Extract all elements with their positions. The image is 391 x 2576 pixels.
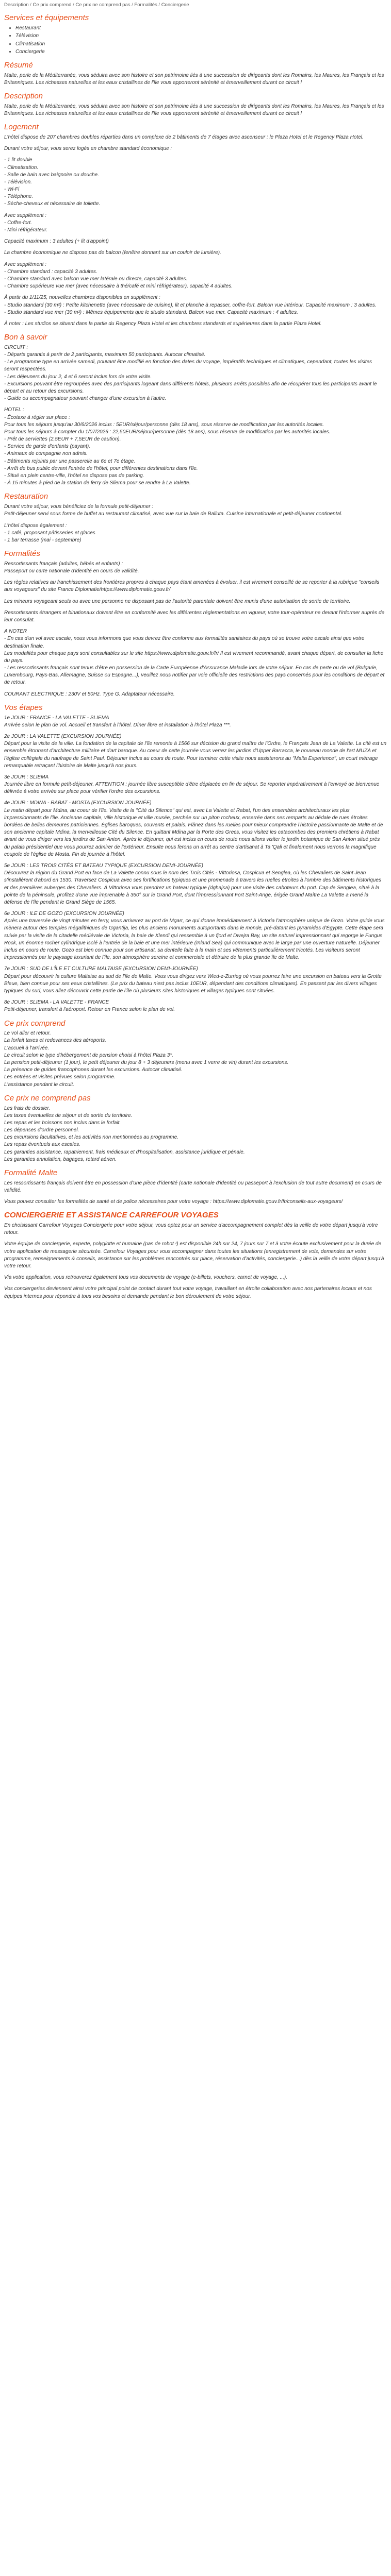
room-feature: - 1 lit double bbox=[4, 157, 32, 163]
logement-rooms-intro: Durant votre séjour, vous serez logés en chambre standard économique : bbox=[4, 146, 172, 152]
services-heading: Services et équipements bbox=[4, 13, 89, 23]
service-item: • Climatisation bbox=[15, 41, 387, 48]
new-room-item: - Studio standard (30 m²) : Petite kitchenette (avec nécessaire de cuisine), lit et planche à repasser, coffre-fort. Balcon vue intérieur. Capacité maximum : 3 adultes. bbox=[4, 302, 377, 308]
hotel-item: Pour tous les séjours jusqu'au 30/6/2026 inclus : 5EUR/séjour/personne (dès 18 ans), sous réserve de modification par les autorités locales. bbox=[4, 421, 324, 428]
supplement-intro: Avec supplément : bbox=[4, 212, 47, 218]
breadcrumb-item[interactable]: Description bbox=[4, 2, 29, 8]
new-rooms-intro: À partir du 1/11/25, nouvelles chambres disponibles en supplément : bbox=[4, 295, 160, 301]
breadcrumb: Description / Ce prix comprend / Ce prix ne comprend pas / Formalités / Conciergerie bbox=[4, 2, 189, 8]
day-title: 3e JOUR : SLIEMA bbox=[4, 774, 49, 780]
formalite-malte-heading: Formalité Malte bbox=[4, 1168, 58, 1178]
formalites-text: Ressortissants étrangers et binationaux doivent être en conformité avec les différentes réglementations en vigueur, votre tour-opérateur ne devant l'informer auprès de leur consulat. bbox=[4, 609, 385, 623]
day-block bbox=[4, 715, 387, 729]
day-block bbox=[4, 774, 387, 796]
day-block bbox=[4, 910, 387, 961]
day-block bbox=[4, 965, 387, 995]
breadcrumb-item[interactable]: Conciergerie bbox=[161, 2, 189, 8]
new-room-item: - Studio standard vue mer (30 m²) : Mêmes équipements que le studio standard. Balcon vue mer. Capacité maximum : 4 adultes. bbox=[4, 309, 298, 315]
room-feature: - Sèche-cheveux et nécessaire de toilette. bbox=[4, 201, 101, 207]
formalites-anote-label: A NOTER bbox=[4, 629, 27, 635]
resume-heading: Résumé bbox=[4, 60, 33, 70]
hotel-item: - Service de garde d'enfants (payant). bbox=[4, 444, 91, 450]
conciergerie-text: Vos conciergeries deviennent ainsi votre principal point de contact durant tout votre voyage, travaillant en étroite collaboration avec nos partenaires locaux et nos équipes internes pour répondre à tous vos besoins et demande pendant le bon déroulement de votre séjour. bbox=[4, 1286, 372, 1299]
prix-ne-comprend-item: Les excursions facultatives, et les activités non mentionnées au programme. bbox=[4, 1134, 178, 1141]
new-rooms-block bbox=[4, 294, 387, 316]
conciergerie-text: En choisissant Carrefour Voyages Conciergerie pour votre séjour, vous optez pour un service d'accompagnement complet dès la veille de votre départ jusqu'à votre retour. bbox=[4, 1223, 378, 1236]
day-title: 7e JOUR : SUD DE L'ÎLE ET CULTURE MALTAISE (EXCURSION DEMI-JOURNÉE) bbox=[4, 966, 198, 972]
resume-text: Malte, perle de la Méditerranée, vous séduira avec son histoire et son patrimoine liés à une succession de dirigeants dont les Romains, les Maures, les Français et les Britanniques. Les richesses naturelles et les eaux cristallines de l'île vous apporteront sérénité et émerveillement durant ce circuit ! bbox=[4, 72, 384, 86]
day-text: Petit-déjeuner, transfert à l'aéroport. Retour en France selon le plan de vol. bbox=[4, 1007, 175, 1013]
breadcrumb-item[interactable]: Ce prix ne comprend pas bbox=[75, 2, 131, 8]
day-text: Journée libre en formule petit-déjeuner. ATTENTION : journée libre susceptible d'être déplacée en fin de séjour. Se reporter impérativement à l'envoyé de bienvenue délivrée à votre arrivée sur place pour vérifier l'ordre des excursions. bbox=[4, 782, 380, 795]
logement-rooms-list bbox=[4, 157, 387, 208]
service-item: • Conciergerie bbox=[15, 48, 387, 56]
breadcrumb-item[interactable]: Ce prix comprend bbox=[32, 2, 72, 8]
restauration-hotel-item: - 1 café, proposant pâtisseries et glaces bbox=[4, 530, 95, 536]
conciergerie-text: Via votre application, vous retrouverez également tous vos documents de voyage (e-billets, vouchers, carnet de voyage, ...). bbox=[4, 1275, 287, 1281]
day-title: 1e JOUR : FRANCE - LA VALETTE - SLIEMA bbox=[4, 715, 109, 721]
formalites-text: - Les ressortissants français sont tenus d'être en possession de la Carte Européenne d'Assurance Maladie lors de votre séjour. En cas de perte ou de vol (Bulgarie, Luxembourg, Pays-Bas, Allemagne, Suisse ou Espagne...), veuillez nous notifier par voie officielle des restrictions des pays concernés pour les conditions de départ et de retour. bbox=[4, 665, 385, 686]
prix-comprend-item: La forfait taxes et redevances des aéroports. bbox=[4, 1038, 106, 1044]
supplement-block bbox=[4, 212, 387, 234]
hotel-item: - Prêt de serviettes (2,5EUR + 7,5EUR de caution). bbox=[4, 436, 121, 443]
supplement-item: - Mini réfrigérateur. bbox=[4, 227, 48, 233]
day-text: Découvrez la région du Grand Port en face de La Valette connu sous le nom des Trois Cités - Vittoriosa, Cospicua et Senglea, où les Chevaliers de Saint Jean s'installèrent d'abord en 1530. Traversez Cospicua avec ses fortifications typiques et une promenade à travers les ruelles étroites à l'ombre des bâtiments historiques et des premières auberges des Chevaliers. À Vittoriosa vous prendrez un bateau typique (dghajsa) pour une visite des caboteurs du port. Cap de Senglea, situé à la pointe de la péninsule, profitez d'une vue imprenable à 360° sur le Grand Port, dont l'impressionnant Fort Saint-Ange, érigée Grand Maître La Valette a mené la défense de l'île pendant le Grand Siège de 1565. bbox=[4, 870, 381, 905]
formalite-malte-text: Les ressortissants français doivent être en possession d'une pièce d'identité (carte nationale d'identité ou passeport à l'exclusion de tout autre document) en cours de validité. bbox=[4, 1180, 382, 1193]
day-title: 6e JOUR : ILE DE GOZO (EXCURSION JOURNÉE) bbox=[4, 911, 124, 917]
prix-comprend-item: La pension petit-déjeuner (1 jour), le petit déjeuner du jour 8 + 3 déjeuners (menu avec 1 verre de vin) durant les excursions. bbox=[4, 1060, 289, 1066]
services-list bbox=[4, 25, 387, 56]
prix-comprend-item: L'accueil à l'arrivée. bbox=[4, 1045, 50, 1051]
room-capacity: Capacité maximum : 3 adultes (+ lit d'appoint) bbox=[4, 239, 109, 245]
restauration-text: Petit-déjeuner servi sous forme de buffet au restaurant climatisé, avec vue sur la baie de Balluta. Cuisine internationale et petit-déjeuner continental. bbox=[4, 511, 343, 517]
service-item: • Télévision bbox=[15, 32, 387, 40]
formalites-text: Les règles relatives au franchissement des frontières propres à chaque pays étant amenées à évoluer, il est vivement conseillé de se reporter à la rubrique "conseils aux voyageurs" du site France Diplomatie/https://www.diplomatie.gouv.fr/ bbox=[4, 580, 380, 593]
formalites-text: Passeport ou carte nationale d'identité en cours de validité. bbox=[4, 568, 139, 574]
avec-supplement-intro: Avec supplément : bbox=[4, 261, 47, 267]
room-feature: - Climatisation. bbox=[4, 164, 39, 171]
restauration-heading: Restauration bbox=[4, 492, 48, 501]
day-block bbox=[4, 999, 387, 1013]
formalites-heading: Formalités bbox=[4, 549, 41, 558]
formalite-malte-text: Vous pouvez consulter les formalités de santé et de police nécessaires pour votre voyage : https://www.diplomatie.gouv.fr/fr/conseils-aux-voyageurs/ bbox=[4, 1199, 343, 1205]
circuit-block bbox=[4, 344, 387, 403]
formalites-anote-text: - En cas d'un vol avec escale, nous vous informons que vous devrez être conforme aux formalités sanitaires du pays où se trouve votre escale ainsi que votre destination finale. bbox=[4, 636, 365, 649]
prix-ne-comprend-list bbox=[4, 1105, 387, 1164]
avec-supplement-item: - Chambre standard : capacité 3 adultes. bbox=[4, 268, 97, 275]
conciergerie-heading: CONCIERGERIE ET ASSISTANCE CARREFOUR VOYAGES bbox=[4, 1211, 219, 1220]
day-title: 4e JOUR : MDINA - RABAT - MOSTA (EXCURSION JOURNÉE) bbox=[4, 800, 152, 806]
logement-heading: Logement bbox=[4, 123, 39, 132]
day-title: 2e JOUR : LA VALETTE (EXCURSION JOURNÉE) bbox=[4, 733, 122, 739]
breadcrumb-item[interactable]: Formalités bbox=[134, 2, 157, 8]
hotel-info-block bbox=[4, 406, 387, 487]
prix-ne-comprend-item: Les repas éventuels aux escales. bbox=[4, 1142, 80, 1148]
room-feature: - Salle de bain avec baignoire ou douche. bbox=[4, 172, 100, 178]
hotel-label: HOTEL : bbox=[4, 407, 24, 413]
restauration-hotel-item: - 1 bar terrasse (mai - septembre) bbox=[4, 537, 82, 543]
bon-a-savoir-heading: Bon à savoir bbox=[4, 333, 47, 342]
avec-supplement-item: - Chambre supérieure vue mer (avec nécessaire à thé/café et mini réfrigérateur), capacité 4 adultes. bbox=[4, 283, 233, 290]
circuit-item: - Le programme type en arrivée samedi, pouvant être modifié en fonction des dates du voyage, impératifs techniques et climatiques, cependant, toutes les visites seront respectées. bbox=[4, 359, 372, 372]
day-text: Départ pour découvrir la culture Maltaise au sud de l'île de Malte. Vous vous dirigez vers Wied-z-Zurrieg où vous pourrez faire une excursion en bateau vers la Grotte Bleue, bien connue pour ses eaux cristallines. (Le prix du bateau n'est pas inclus 10EUR, dépendant des conditions climatiques). En passant par les divers villages typiques du sud, vous allez découvrir cette partie de l'île où plusieurs sites historiques et villages typiques sont situées. bbox=[4, 973, 382, 994]
eco-room-note: La chambre économique ne dispose pas de balcon (fenêtre donnant sur un couloir de lumière). bbox=[4, 250, 221, 256]
day-text: Arrivée selon le plan de vol. Accueil et transfert à l'hôtel. Dîner libre et installation à l'hôtel Plaza ***. bbox=[4, 722, 231, 728]
circuit-item: - Départs garantis à partir de 2 participants, maximum 50 participants. Autocar climatisé. bbox=[4, 352, 206, 358]
prix-ne-comprend-item: Les taxes éventuelles de séjour et de sortie du territoire. bbox=[4, 1112, 133, 1118]
prix-ne-comprend-item: Les dépenses d'ordre personnel. bbox=[4, 1127, 79, 1133]
room-feature: - Télévision. bbox=[4, 179, 32, 185]
circuit-label: CIRCUIT : bbox=[4, 344, 28, 350]
room-feature: - Wi-Fi bbox=[4, 187, 20, 193]
formalites-text: Les modalités pour chaque pays sont consultables sur le site https://www.diplomatie.gouv.fr/fr/ Il est vivement recommandé, avant chaque départ, de consulter la fiche du pays. bbox=[4, 650, 384, 664]
day-title: 8e JOUR : SLIEMA - LA VALETTE - FRANCE bbox=[4, 999, 109, 1006]
prix-comprend-item: Les entrées et visites prévues selon programme. bbox=[4, 1074, 116, 1080]
day-text: Après une traversée de vingt minutes en ferry, vous arriverez au port de Mgarr, ce qui donne immédiatement à Victoria l'atmosphère unique de Gozo. Votre guide vous mènera autour des temples mégalithiques de Ggantija, les plus anciens monuments autoportants dans le monde, pré-datant les pyramides d'Égypte. Cette étape sera suivie par la visite de la citadelle médiévale de Victoria, la baie de Xlendi qui ressemble à un fjord et Dwejra Bay, un site naturel impressionnant qui regorge le Fungus Rock, un énorme rocher cylindrique isolé à l'entrée de la baie et une mer intérieure (Inland Sea) qui communique avec le large par une ouverture naturelle. Déjeuner inclus en cours de route. Gozo est bien connue pour son artisanat, sa dentelle faite à la main et ses vêtements particulièrement tricotés. Les visiteurs seront impressionnés par le paysage luxuriant de l'île, son atmosphère sereine et commerciale et détruire de la plus grande île de Malte. bbox=[4, 918, 385, 961]
service-item: • Restaurant bbox=[15, 25, 387, 32]
day-title: 5e JOUR : LES TROIS CITÉS ET BATEAU TYPIQUE (EXCURSION DEMI-JOURNÉE) bbox=[4, 862, 203, 869]
prix-comprend-heading: Ce prix comprend bbox=[4, 1019, 66, 1028]
description-text: Malte, perle de la Méditerranée, vous séduira avec son histoire et son patrimoine liés à une succession de dirigeants dont les Romains, les Maures, les Français et les Britanniques. Les richesses naturelles et les eaux cristallines de l'île vous apporteront sérénité et émerveillement durant ce circuit ! bbox=[4, 103, 384, 117]
room-feature: - Téléphone. bbox=[4, 194, 34, 200]
formalites-text: Les mineurs voyageant seuls ou avec une personne ne disposant pas de l'autorité parentale doivent être munis d'une autorisation de sortie de territoire. bbox=[4, 598, 351, 604]
hotel-item: - Écotaxe à régler sur place : bbox=[4, 414, 70, 420]
conciergerie-text: Votre équipe de conciergerie, experte, polyglotte et humaine (pas de robot !) est disponible 24h sur 24, 7 jours sur 7 et à votre écoute exclusivement pour la durée de votre application de messagerie sécurisée. Carrefour Voyages pour vous accompagner dans toutes les situations (enregistrement de vols, demandes sur votre programme, renseignements & conseils, assistance sur les problèmes rencontrés sur place, réservation d'activités, conciergerie...) dès la veille de votre départ jusqu'à votre retour. bbox=[4, 1241, 384, 1269]
restauration-block bbox=[4, 503, 387, 518]
hotel-item: Pour tous les séjours à compter du 1/07/2026 : 22,50EUR/séjour/personne (dès 18 ans), sous réserve de modification par les autorités locales. bbox=[4, 429, 331, 435]
hotel-item: - Animaux de compagnie non admis. bbox=[4, 451, 88, 457]
formalites-text: Ressortissants français (adultes, bébés et enfants) : bbox=[4, 561, 123, 567]
restauration-hotel-intro: L'hôtel dispose également : bbox=[4, 522, 67, 529]
description-heading: Description bbox=[4, 92, 43, 101]
hotel-item: - Bâtiments rejoints par une passerelle au 6e et 7e étage. bbox=[4, 458, 136, 464]
hotel-item: - À 15 minutes à pied de la station de ferry de Sliema pour se rendre à La Valette. bbox=[4, 480, 191, 486]
prix-ne-comprend-item: Les frais de dossier. bbox=[4, 1105, 51, 1111]
circuit-item: - Les déjeuners du jour 2, 4 et 6 seront inclus lors de votre visite. bbox=[4, 374, 152, 380]
prix-ne-comprend-item: Les garanties assistance, rapatriement, frais médicaux et d'hospitalisation, assistance juridique et pénale. bbox=[4, 1149, 245, 1155]
formalites-anote-block bbox=[4, 628, 387, 687]
avec-supplement-item: - Chambre standard avec balcon vue mer latérale ou directe, capacité 3 adultes. bbox=[4, 276, 188, 282]
day-block bbox=[4, 862, 387, 906]
logement-intro: L'hôtel dispose de 207 chambres doubles réparties dans un complexe de 2 bâtiments de 7 étages avec ascenseur : le Plaza Hotel et le Regency Plaza Hotel. bbox=[4, 134, 364, 140]
restauration-text: Durant votre séjour, vous bénéficiez de la formule petit-déjeuner : bbox=[4, 504, 154, 510]
prix-ne-comprend-item: Les garanties annulation, bagages, retard aérien. bbox=[4, 1156, 117, 1162]
circuit-item: - Guide ou accompagnateur pouvant changer d'une excursion à l'autre. bbox=[4, 396, 167, 402]
circuit-item: - Excursions pouvant être regroupées avec des participants logeant dans différents hôtels, plusieurs arrêts possibles afin de récupérer tous les participants avant le départ et au retour des excursions. bbox=[4, 381, 377, 394]
prix-comprend-item: Le circuit selon le type d'hébergement de pension choisi à l'hôtel Plaza 3*. bbox=[4, 1052, 173, 1058]
prix-comprend-item: La présence de guides francophones durant les excursions. Autocar climatisé. bbox=[4, 1067, 183, 1073]
prix-ne-comprend-item: Les repas et les boissons non inclus dans le forfait. bbox=[4, 1120, 121, 1126]
prix-comprend-item: Le vol aller et retour. bbox=[4, 1030, 51, 1037]
hotel-item: - Situé en plein centre-ville, l'hôtel ne dispose pas de parking. bbox=[4, 473, 144, 479]
prix-comprend-item: L'assistance pendant le circuit. bbox=[4, 1081, 74, 1088]
etapes-heading: Vos étapes bbox=[4, 703, 43, 712]
restauration-hotel-block bbox=[4, 522, 387, 545]
day-text: Départ pour la visite de la ville. La fondation de la capitale de l'île remonte à 1566 sur décision du grand maître de l'Ordre, le Français Jean de La Valette. La cité est un ensemble étonnant d'architecture militaire et d'art baroque. Au coeur de cette journée vous verrez les jardins d'Upper Barracca, le nouveau monde de l'art MUZA et l'église collégiale du naufrage de Saint Paul. Déjeuner inclus au cours de route. Pour terminer cette visite nous assisterons au "Malta Experience", un court métrage remarquable retraçant l'histoire de Malte jusqu'à nos jours. bbox=[4, 741, 387, 769]
supplement-item: - Coffre-fort. bbox=[4, 219, 32, 226]
day-block bbox=[4, 800, 387, 858]
day-block bbox=[4, 733, 387, 770]
formalites-block bbox=[4, 561, 387, 575]
prix-ne-comprend-heading: Ce prix ne comprend pas bbox=[4, 1093, 91, 1103]
electric-current: COURANT ELECTRIQUE : 230V et 50Hz. Type G. Adaptateur nécessaire. bbox=[4, 691, 175, 697]
prix-comprend-list bbox=[4, 1030, 387, 1089]
logement-note: À noter : Les studios se situent dans la partie du Regency Plaza Hotel et les chambres standards et supérieures dans la partie Plaza Hotel. bbox=[4, 320, 322, 327]
avec-supplement-block bbox=[4, 261, 387, 291]
day-text: Le matin départ pour Mdina, au coeur de l'île. Visite de la "Cité du Silence" qui est, avec La Valette et Rabat, l'un des ensembles architecturaux les plus impressionnants de l'île. Ancienne capitale, ville historique et ville musée, perchée sur un piton rocheux, enserrée dans ses remparts au dédale de rues étroites bordées de belles demeures patriciennes. Églises baroques, couvents et palais. Flânez dans les ruelles pour mieux comprendre l'histoire passionnante de Malte et de son ancienne capitale Mdina, la merveilleuse Cité du Silence. En quittant Mdina par la Porte des Grecs, vous visitez les catacombes des premiers chrétiens à Rabat avant de vous diriger vers les jardins de San Anton. Après le déjeuner, qui est inclus en cours de route nous allons visiter le jardin botanique de San Anton situé près du palais présidentiel que vous pourrez admirer de l'extérieur. Ensuite nous ferons un arrêt au centre d'artisanat à Ta 'Qali et finalement nous verrons la magnifique coupole de l'église de Mosta. Fin de journée à l'hôtel. bbox=[4, 807, 383, 857]
hotel-item: - Arrêt de bus public devant l'entrée de l'hôtel, pour différentes destinations dans l'île. bbox=[4, 465, 198, 471]
